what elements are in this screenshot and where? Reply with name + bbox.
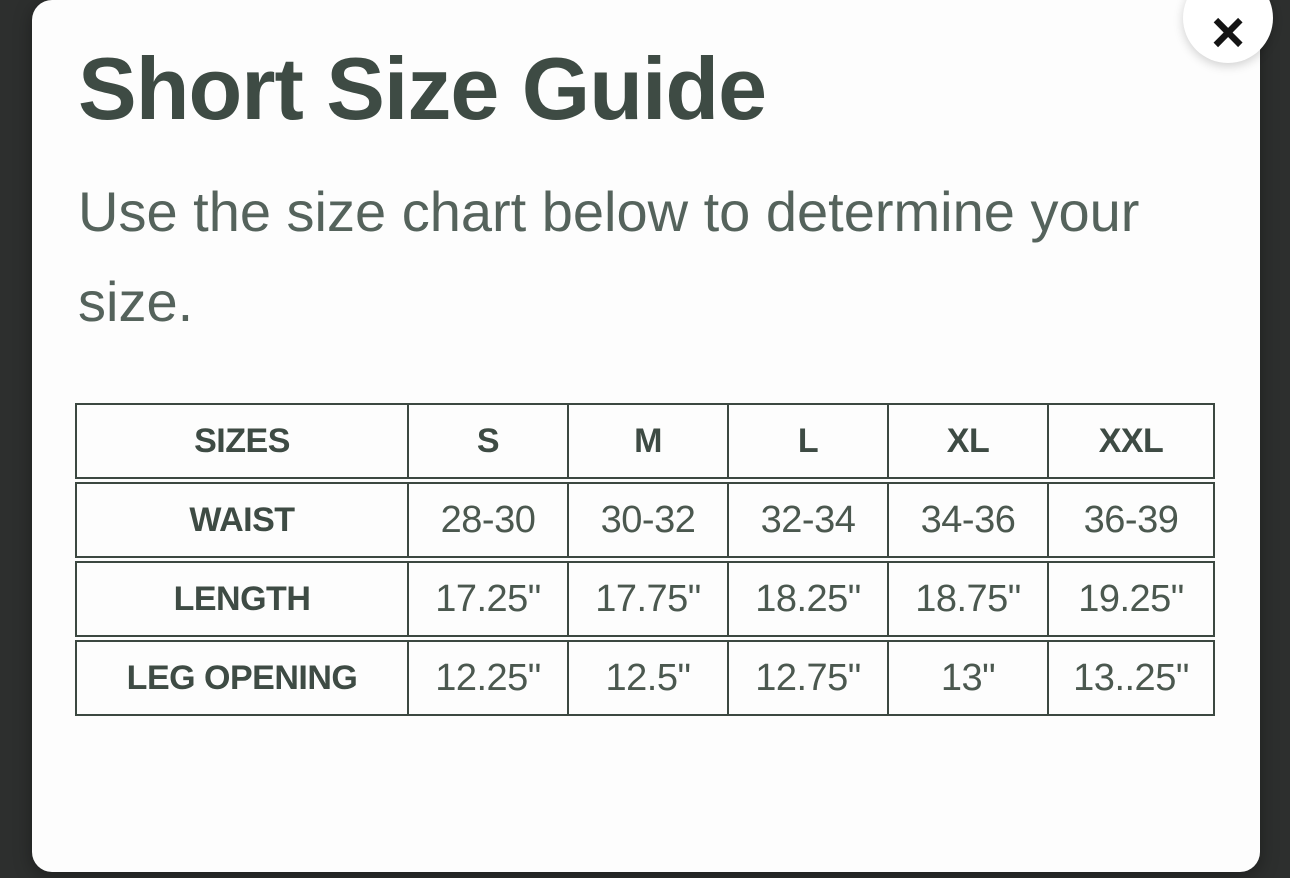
table-cell: 12.25"	[407, 640, 567, 716]
table-header-row	[75, 403, 1215, 479]
table-cell: 36-39	[1047, 482, 1215, 558]
table-cell: 32-34	[727, 482, 887, 558]
table-cell: 17.75"	[567, 561, 727, 637]
size-guide-modal	[32, 0, 1260, 872]
table-cell: 18.25"	[727, 561, 887, 637]
row-label-waist: WAIST	[75, 482, 407, 558]
header-cell-s: S	[407, 403, 567, 479]
row-label-length: LENGTH	[75, 561, 407, 637]
row-label-leg-opening: LEG OPENING	[75, 640, 407, 716]
size-chart-table	[75, 400, 1215, 719]
table-cell: 30-32	[567, 482, 727, 558]
page-title: Short Size Guide	[78, 39, 767, 138]
table-cell: 19.25"	[1047, 561, 1215, 637]
table-row-waist	[75, 482, 1215, 558]
table-cell: 13"	[887, 640, 1047, 716]
header-cell-m: M	[567, 403, 727, 479]
header-cell-xxl: XXL	[1047, 403, 1215, 479]
table-cell: 12.75"	[727, 640, 887, 716]
size-guide-description: Use the size chart below to determine your size.	[78, 180, 1140, 333]
table-row-leg-opening	[75, 640, 1215, 716]
close-icon: ×	[1211, 0, 1245, 65]
table-row-length	[75, 561, 1215, 637]
table-cell: 34-36	[887, 482, 1047, 558]
table-cell: 28-30	[407, 482, 567, 558]
table-cell: 17.25"	[407, 561, 567, 637]
header-cell-l: L	[727, 403, 887, 479]
header-cell-xl: XL	[887, 403, 1047, 479]
table-cell: 12.5"	[567, 640, 727, 716]
table-cell: 13..25"	[1047, 640, 1215, 716]
table-cell: 18.75"	[887, 561, 1047, 637]
header-cell-sizes: SIZES	[75, 403, 407, 479]
